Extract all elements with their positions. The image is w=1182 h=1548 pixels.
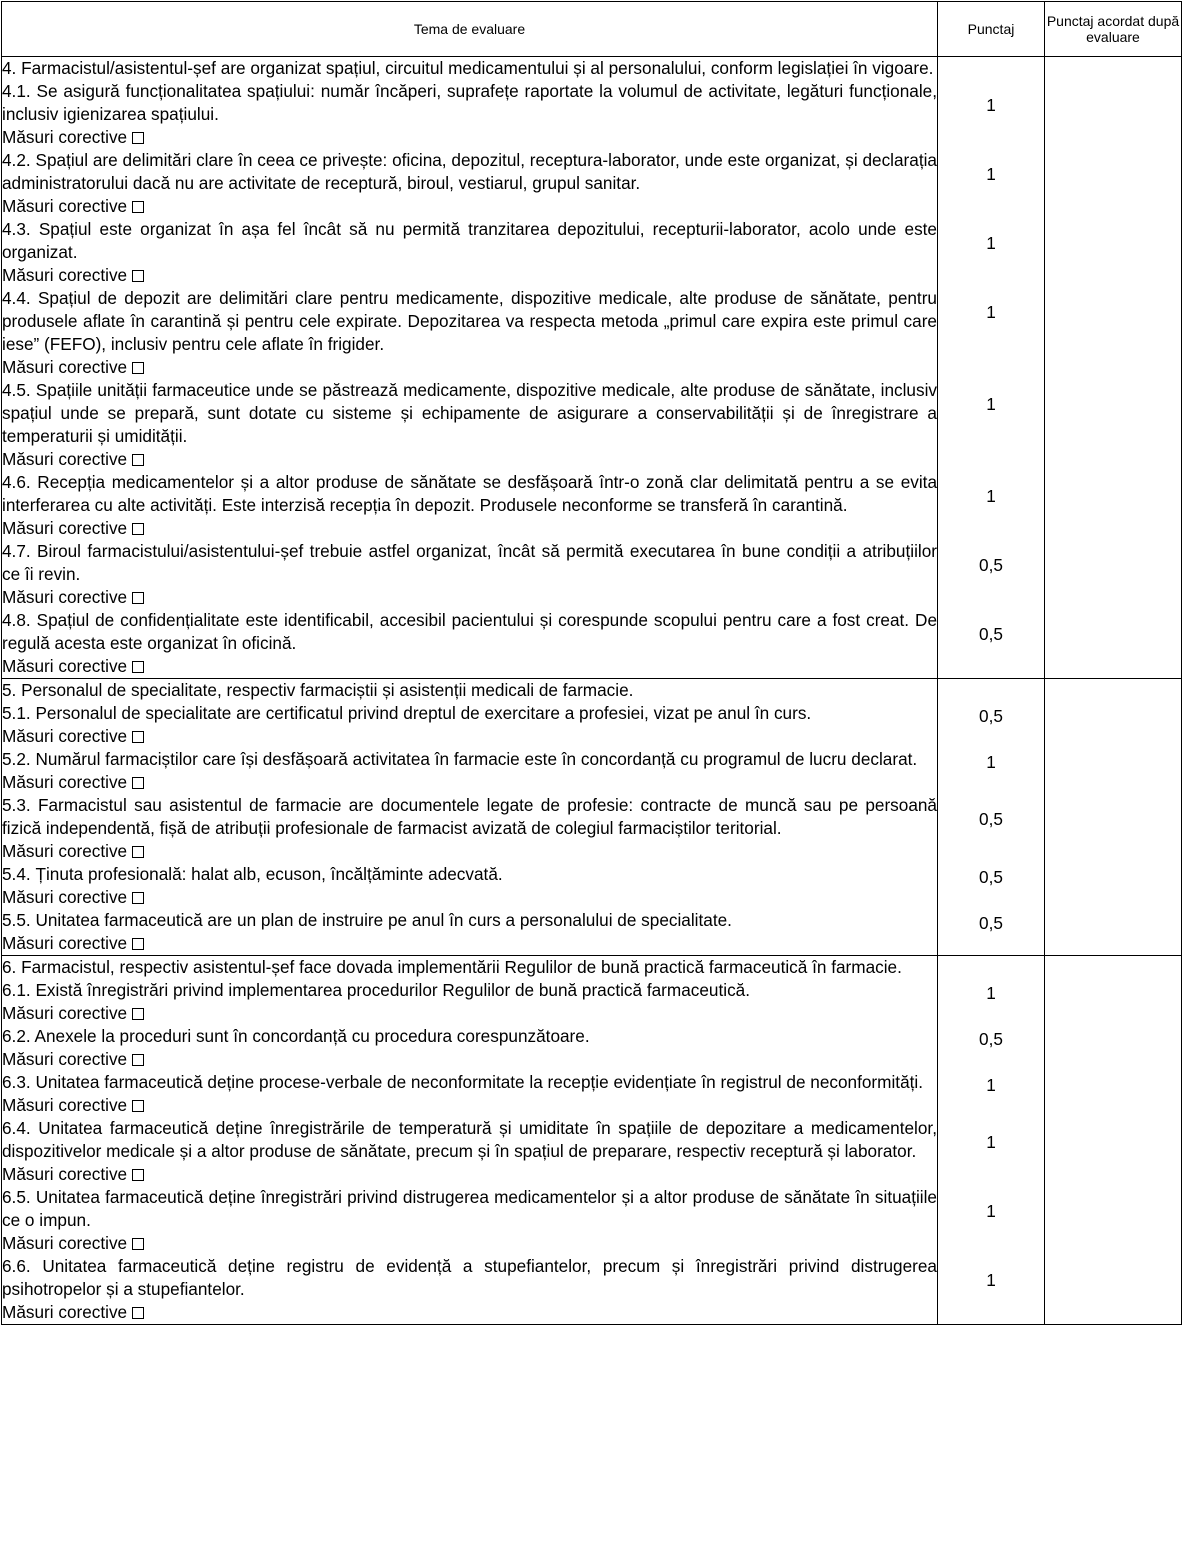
section-row bbox=[2, 57, 1182, 679]
section-title: 6. Farmacistul, respectiv asistentul-șef face dovada implementării Regulilor de bună practică farmaceutică în farmacie. bbox=[2, 957, 902, 977]
criterion-score: 0,5 bbox=[979, 624, 1003, 644]
corrective-measures bbox=[2, 1232, 937, 1255]
header-awarded: Punctaj acordat după evaluare bbox=[1045, 2, 1182, 57]
corrective-measures bbox=[2, 264, 937, 287]
corrective-measures bbox=[2, 1094, 937, 1117]
corrective-measures bbox=[2, 886, 937, 909]
corrective-measures-label: Măsuri corective bbox=[2, 265, 128, 285]
corrective-measures bbox=[2, 1163, 937, 1186]
criterion-score: 1 bbox=[986, 233, 996, 253]
corrective-measures-checkbox[interactable] bbox=[132, 938, 144, 950]
corrective-measures-label: Măsuri corective bbox=[2, 656, 128, 676]
section-scores bbox=[938, 57, 1045, 679]
criterion-text: 5.4. Ținuta profesională: halat alb, ecuson, încălțăminte adecvată. bbox=[2, 864, 503, 884]
corrective-measures bbox=[2, 771, 937, 794]
corrective-measures-label: Măsuri corective bbox=[2, 196, 128, 216]
section-text bbox=[2, 679, 938, 956]
criterion-text: 4.2. Spațiul are delimitări clare în ceea ce privește: oficina, depozitul, receptura-laborator, unde este organizat, și declarația administratorului dacă nu are activitate de receptură, biroul, vestiarul, grupul sanitar. bbox=[2, 150, 937, 193]
criterion-score: 0,5 bbox=[979, 555, 1003, 575]
corrective-measures-checkbox[interactable] bbox=[132, 592, 144, 604]
corrective-measures-label: Măsuri corective bbox=[2, 1164, 128, 1184]
criterion-text: 6.2. Anexele la proceduri sunt în concordanță cu procedura corespunzătoare. bbox=[2, 1026, 590, 1046]
criterion-score: 0,5 bbox=[979, 809, 1003, 829]
criterion-score: 0,5 bbox=[979, 1028, 1003, 1049]
criterion-text: 4.8. Spațiul de confidențialitate este identificabil, accesibil pacientului și corespunde scopului pentru care a fost creat. De regulă acesta este organizat în oficină. bbox=[2, 610, 937, 653]
corrective-measures-label: Măsuri corective bbox=[2, 726, 128, 746]
criterion-text: 5.5. Unitatea farmaceutică are un plan de instruire pe anul în curs a personalului de specialitate. bbox=[2, 910, 732, 930]
corrective-measures-checkbox[interactable] bbox=[132, 201, 144, 213]
section-title: 5. Personalul de specialitate, respectiv farmaciștii și asistenții medicali de farmacie. bbox=[2, 680, 634, 700]
corrective-measures-checkbox[interactable] bbox=[132, 1100, 144, 1112]
corrective-measures-checkbox[interactable] bbox=[132, 523, 144, 535]
corrective-measures-checkbox[interactable] bbox=[132, 132, 144, 144]
corrective-measures-checkbox[interactable] bbox=[132, 777, 144, 789]
corrective-measures bbox=[2, 1002, 937, 1025]
criterion-score: 0,5 bbox=[979, 912, 1003, 933]
corrective-measures bbox=[2, 126, 937, 149]
corrective-measures bbox=[2, 356, 937, 379]
criterion-text: 6.5. Unitatea farmaceutică deține înregistrări privind distrugerea medicamentelor și a altor produse de sănătate în situațiile ce o impun. bbox=[2, 1187, 937, 1230]
corrective-measures-label: Măsuri corective bbox=[2, 587, 128, 607]
corrective-measures-label: Măsuri corective bbox=[2, 772, 128, 792]
corrective-measures-label: Măsuri corective bbox=[2, 841, 128, 861]
criterion-text: 6.4. Unitatea farmaceutică deține înregistrările de temperatură și umiditate în spațiile de depozitare a medicamentelor, dispozitivelor medicale și a altor produse de sănătate, precum și în spațiul de preparare, respectiv receptură și laborator. bbox=[2, 1118, 937, 1161]
corrective-measures-checkbox[interactable] bbox=[132, 731, 144, 743]
header-topic: Tema de evaluare bbox=[2, 2, 938, 57]
corrective-measures bbox=[2, 1301, 937, 1324]
corrective-measures bbox=[2, 725, 937, 748]
corrective-measures-label: Măsuri corective bbox=[2, 1233, 128, 1253]
criterion-text: 4.3. Spațiul este organizat în așa fel încât să nu permită tranzitarea depozitului, recepturii-laborator, acolo unde este organizat. bbox=[2, 219, 937, 262]
corrective-measures-checkbox[interactable] bbox=[132, 846, 144, 858]
corrective-measures-label: Măsuri corective bbox=[2, 1003, 128, 1023]
corrective-measures-checkbox[interactable] bbox=[132, 1054, 144, 1066]
corrective-measures bbox=[2, 840, 937, 863]
corrective-measures-label: Măsuri corective bbox=[2, 127, 128, 147]
criterion-text: 4.6. Recepția medicamentelor și a altor produse de sănătate se desfășoară într-o zonă clar delimitată pentru a se evita interferarea cu alte activități. Este interzisă recepția în depozit. Produsele neconforme se transferă în carantină. bbox=[2, 472, 937, 515]
corrective-measures-checkbox[interactable] bbox=[132, 454, 144, 466]
criterion-text: 4.4. Spațiul de depozit are delimitări clare pentru medicamente, dispozitive medicale, alte produse de sănătate, pentru produsele aflate în carantină și pentru cele expirate. Depozitarea va respecta metoda „primul care expira este primul care iese” (FEFO), inclusiv pentru cele aflate în frigider. bbox=[2, 288, 937, 354]
section-title: 4. Farmacistul/asistentul-șef are organizat spațiul, circuitul medicamentului și al personalului, conform legislației în vigoare. bbox=[2, 58, 934, 78]
criterion-score: 1 bbox=[986, 982, 996, 1003]
header-row bbox=[2, 2, 1182, 57]
corrective-measures-label: Măsuri corective bbox=[2, 357, 128, 377]
section-scores bbox=[938, 956, 1045, 1325]
corrective-measures-label: Măsuri corective bbox=[2, 1095, 128, 1115]
header-score: Punctaj bbox=[938, 2, 1045, 57]
corrective-measures bbox=[2, 932, 937, 955]
criterion-text: 6.6. Unitatea farmaceutică deține registru de evidență a stupefiantelor, precum și înregistrări privind distrugerea psihotropelor și a stupefiantelor. bbox=[2, 1256, 937, 1299]
corrective-measures-checkbox[interactable] bbox=[132, 270, 144, 282]
section-awarded[interactable] bbox=[1045, 57, 1182, 679]
criterion-score: 1 bbox=[986, 1270, 996, 1290]
corrective-measures bbox=[2, 1048, 937, 1071]
criterion-score: 1 bbox=[986, 394, 996, 414]
criterion-score: 1 bbox=[986, 1074, 996, 1095]
corrective-measures-checkbox[interactable] bbox=[132, 892, 144, 904]
corrective-measures bbox=[2, 195, 937, 218]
corrective-measures bbox=[2, 517, 937, 540]
corrective-measures-checkbox[interactable] bbox=[132, 1169, 144, 1181]
criterion-score: 1 bbox=[986, 302, 996, 322]
criterion-score: 1 bbox=[986, 95, 996, 115]
criterion-text: 4.7. Biroul farmacistului/asistentului-șef trebuie astfel organizat, încât să permită executarea în bune condiții a atribuțiilor ce îi revin. bbox=[2, 541, 937, 584]
section-text bbox=[2, 956, 938, 1325]
criterion-score: 0,5 bbox=[979, 866, 1003, 887]
corrective-measures bbox=[2, 655, 937, 678]
corrective-measures-checkbox[interactable] bbox=[132, 362, 144, 374]
corrective-measures-label: Măsuri corective bbox=[2, 518, 128, 538]
criterion-text: 6.3. Unitatea farmaceutică deține procese-verbale de neconformitate la recepție evidențiate în registrul de neconformități. bbox=[2, 1072, 923, 1092]
criterion-text: 5.2. Numărul farmaciștilor care își desfășoară activitatea în farmacie este în concordanță cu programul de lucru declarat. bbox=[2, 749, 918, 769]
corrective-measures bbox=[2, 448, 937, 471]
criterion-text: 5.1. Personalul de specialitate are certificatul privind dreptul de exercitare a profesiei, vizat pe anul în curs. bbox=[2, 703, 812, 723]
corrective-measures-label: Măsuri corective bbox=[2, 1049, 128, 1069]
section-scores bbox=[938, 679, 1045, 956]
criterion-score: 1 bbox=[986, 164, 996, 184]
corrective-measures-checkbox[interactable] bbox=[132, 1238, 144, 1250]
corrective-measures-label: Măsuri corective bbox=[2, 887, 128, 907]
section-row bbox=[2, 679, 1182, 956]
corrective-measures-label: Măsuri corective bbox=[2, 449, 128, 469]
criterion-text: 6.1. Există înregistrări privind implementarea procedurilor Regulilor de bună practică farmaceutică. bbox=[2, 980, 751, 1000]
criterion-text: 4.5. Spațiile unității farmaceutice unde se păstrează medicamente, dispozitive medicale, alte produse de sănătate, inclusiv spațiul unde se prepară, sunt dotate cu sisteme și echipamente de asigurare a conservabilității și de înregistrare a temperaturii și umidității. bbox=[2, 380, 937, 446]
criterion-score: 1 bbox=[986, 1132, 996, 1152]
criterion-score: 1 bbox=[986, 486, 996, 506]
criterion-score: 1 bbox=[986, 1201, 996, 1221]
evaluation-table bbox=[1, 1, 1182, 1325]
corrective-measures-label: Măsuri corective bbox=[2, 933, 128, 953]
section-awarded[interactable] bbox=[1045, 679, 1182, 956]
section-awarded[interactable] bbox=[1045, 956, 1182, 1325]
corrective-measures bbox=[2, 586, 937, 609]
section-text bbox=[2, 57, 938, 679]
section-row bbox=[2, 956, 1182, 1325]
criterion-score: 0,5 bbox=[979, 705, 1003, 726]
criterion-text: 5.3. Farmacistul sau asistentul de farmacie are documentele legate de profesie: contracte de muncă sau pe persoană fizică independentă, fișă de atribuții profesionale de farmacist avizată de colegiul farmaciștilor teritorial. bbox=[2, 795, 937, 838]
corrective-measures-checkbox[interactable] bbox=[132, 1307, 144, 1319]
criterion-text: 4.1. Se asigură funcționalitatea spațiului: număr încăperi, suprafețe raportate la volumul de activitate, legături funcționale, inclusiv igienizarea spațiului. bbox=[2, 81, 937, 124]
corrective-measures-checkbox[interactable] bbox=[132, 661, 144, 673]
criterion-score: 1 bbox=[986, 751, 996, 772]
corrective-measures-label: Măsuri corective bbox=[2, 1302, 128, 1322]
corrective-measures-checkbox[interactable] bbox=[132, 1008, 144, 1020]
